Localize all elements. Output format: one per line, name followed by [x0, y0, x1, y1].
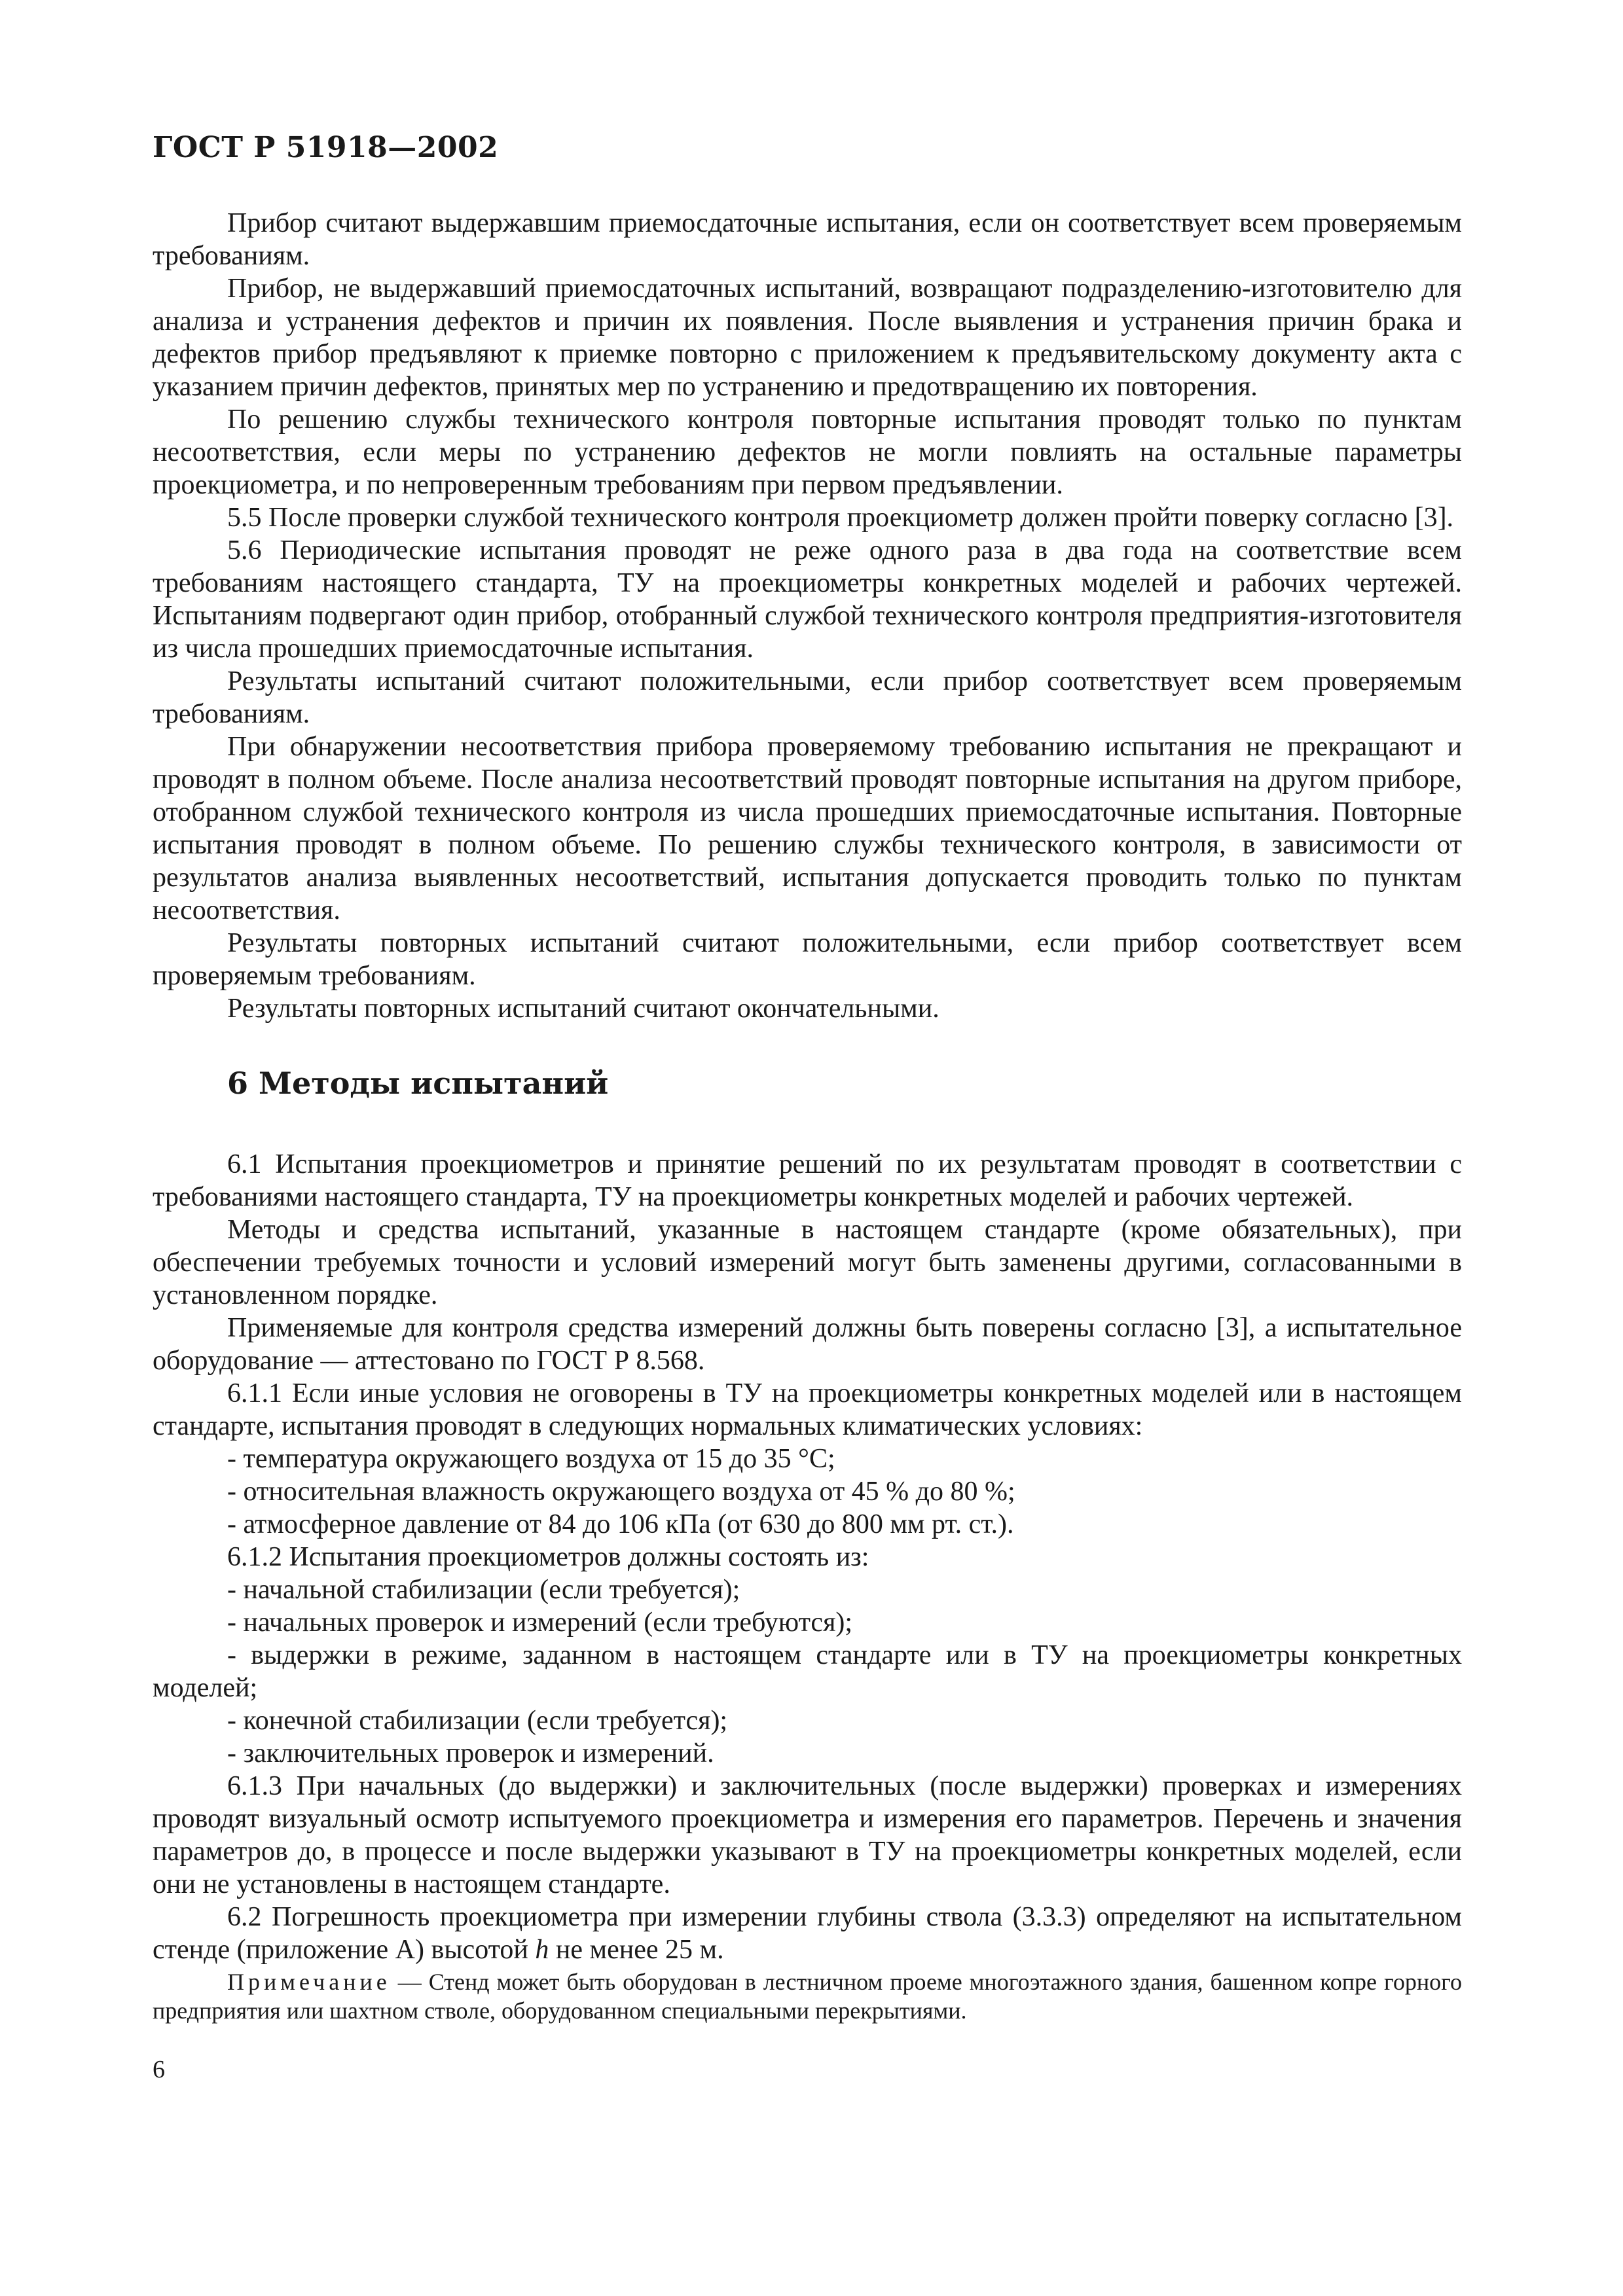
list-item: - относительная влажность окружающего воздуха от 45 % до 80 %; — [227, 1477, 1015, 1507]
paragraph-methods: Методы и средства испытаний, указанные в настоящем стандарте (кроме обязательных), при обеспечении требуемых точности и условий измерений могут быть заменены другими, согласованными в установленном порядке. — [153, 1215, 1462, 1310]
page-number: 6 — [153, 2056, 165, 2083]
paragraph: По решению службы технического контроля повторные испытания проводят только по пунктам несоответствия, если меры по устранению дефектов не могли повлиять на остальные параметры проекциометра, и по непроверенным требованиям при первом предъявлении. — [153, 404, 1462, 500]
paragraph: Прибор, не выдержавший приемосдаточных испытаний, возвращают подразделению-изготовителю для анализа и устранения дефектов и причин их появления. После выявления и устранения причин брака и дефектов прибор предъявляют к приемке повторно с приложением к предъявительскому документу акта с указанием причин дефектов, принятых мер по устранению и предотвращению их повторения. — [153, 274, 1462, 402]
list-item: - начальных проверок и измерений (если требуются); — [227, 1607, 853, 1638]
paragraph-5-6: 5.6 Периодические испытания проводят не реже одного раза в два года на соответствие всем требованиям настоящего стандарта, ТУ на проекциометры конкретных моделей и рабочих чертежей. Испытаниям подвергают один прибор, отобранный службой технического контроля предприятия-изготовителя из числа прошедших приемосдаточные испытания. — [153, 535, 1462, 664]
paragraph-6-2 — [153, 1901, 1462, 1966]
paragraph-6-1-1: 6.1.1 Если иные условия не оговорены в ТУ на проекциометры конкретных моделей или в настоящем стандарте, испытания проводят в следующих нормальных климатических условиях: — [153, 1378, 1462, 1441]
paragraph: Результаты испытаний считают положительными, если прибор соответствует всем проверяемым требованиям. — [153, 666, 1462, 729]
list-item: - температура окружающего воздуха от 15 до 35 °С; — [227, 1444, 835, 1474]
document-header: ГОСТ Р 51918—2002 — [153, 131, 499, 164]
paragraph-6-1-3: 6.1.3 При начальных (до выдержки) и заключительных (после выдержки) проверках и измерениях проводят визуальный осмотр испытуемого проекциометра и измерения его параметров. Перечень и значения параметров до, в процессе и после выдержки указывают в ТУ на проекциометры конкретных моделей, если они не установлены в настоящем стандарте. — [153, 1771, 1462, 1899]
list-item: - заключительных проверок и измерений. — [227, 1738, 714, 1768]
paragraph: Результаты повторных испытаний считают положительными, если прибор соответствует всем проверяемым требованиям. — [153, 928, 1462, 991]
list-item: - выдержки в режиме, заданном в настоящем стандарте или в ТУ на проекциометры конкретных моделей; — [153, 1640, 1462, 1703]
note-label: Примечание — [227, 1969, 391, 1995]
paragraph-5-5: 5.5 После проверки службой технического контроля проекциометр должен пройти поверку согласно [3]. — [227, 503, 1454, 533]
list-item: - конечной стабилизации (если требуется); — [227, 1706, 728, 1736]
paragraph-6-2-end: не менее 25 м. — [555, 1935, 724, 1965]
paragraph: Результаты повторных испытаний считают окончательными. — [227, 994, 939, 1024]
section-6-heading: 6 Методы испытаний — [227, 1066, 609, 1101]
note — [153, 1967, 1462, 2025]
variable-h: h — [535, 1935, 549, 1965]
paragraph-6-2-text: 6.2 Погрешность проекциометра при измерении глубины ствола (3.3.3) определяют на испытательном стенде (приложение А) высотой — [153, 1902, 1462, 1965]
paragraph: При обнаружении несоответствия прибора проверяемому требованию испытания не прекращают и проводят в полном объеме. После анализа несоответствий проводят повторные испытания на другом приборе, отобранном службой технического контроля из числа прошедших приемосдаточные испытания. Повторные испытания проводят в полном объеме. По решению службы технического контроля, в зависимости от результатов анализа выявленных несоответствий, испытания допускается проводить только по пунктам несоответствия. — [153, 732, 1462, 925]
list-item: - атмосферное давление от 84 до 106 кПа (от 630 до 800 мм рт. ст.). — [227, 1509, 1014, 1539]
paragraph-6-1-2: 6.1.2 Испытания проекциометров должны состоять из: — [227, 1542, 869, 1572]
note-text: — Стенд может быть оборудован в лестничном проеме многоэтажного здания, башенном копре горного предприятия или шахтном стволе, оборудованном специальными перекрытиями. — [153, 1969, 1463, 2024]
paragraph-6-1: 6.1 Испытания проекциометров и принятие решений по их результатам проводят в соответствии с требованиями настоящего стандарта, ТУ на проекциометры конкретных моделей и рабочих чертежей. — [153, 1149, 1462, 1212]
list-item: - начальной стабилизации (если требуется); — [227, 1575, 740, 1605]
section-5-text — [153, 207, 1462, 1025]
section-6-text — [153, 1148, 1462, 1966]
paragraph: Прибор считают выдержавшим приемосдаточные испытания, если он соответствует всем проверяемым требованиям. — [153, 208, 1462, 271]
paragraph-instruments: Применяемые для контроля средства измерений должны быть поверены согласно [3], а испытательное оборудование — аттестовано по ГОСТ Р 8.568. — [153, 1313, 1462, 1376]
